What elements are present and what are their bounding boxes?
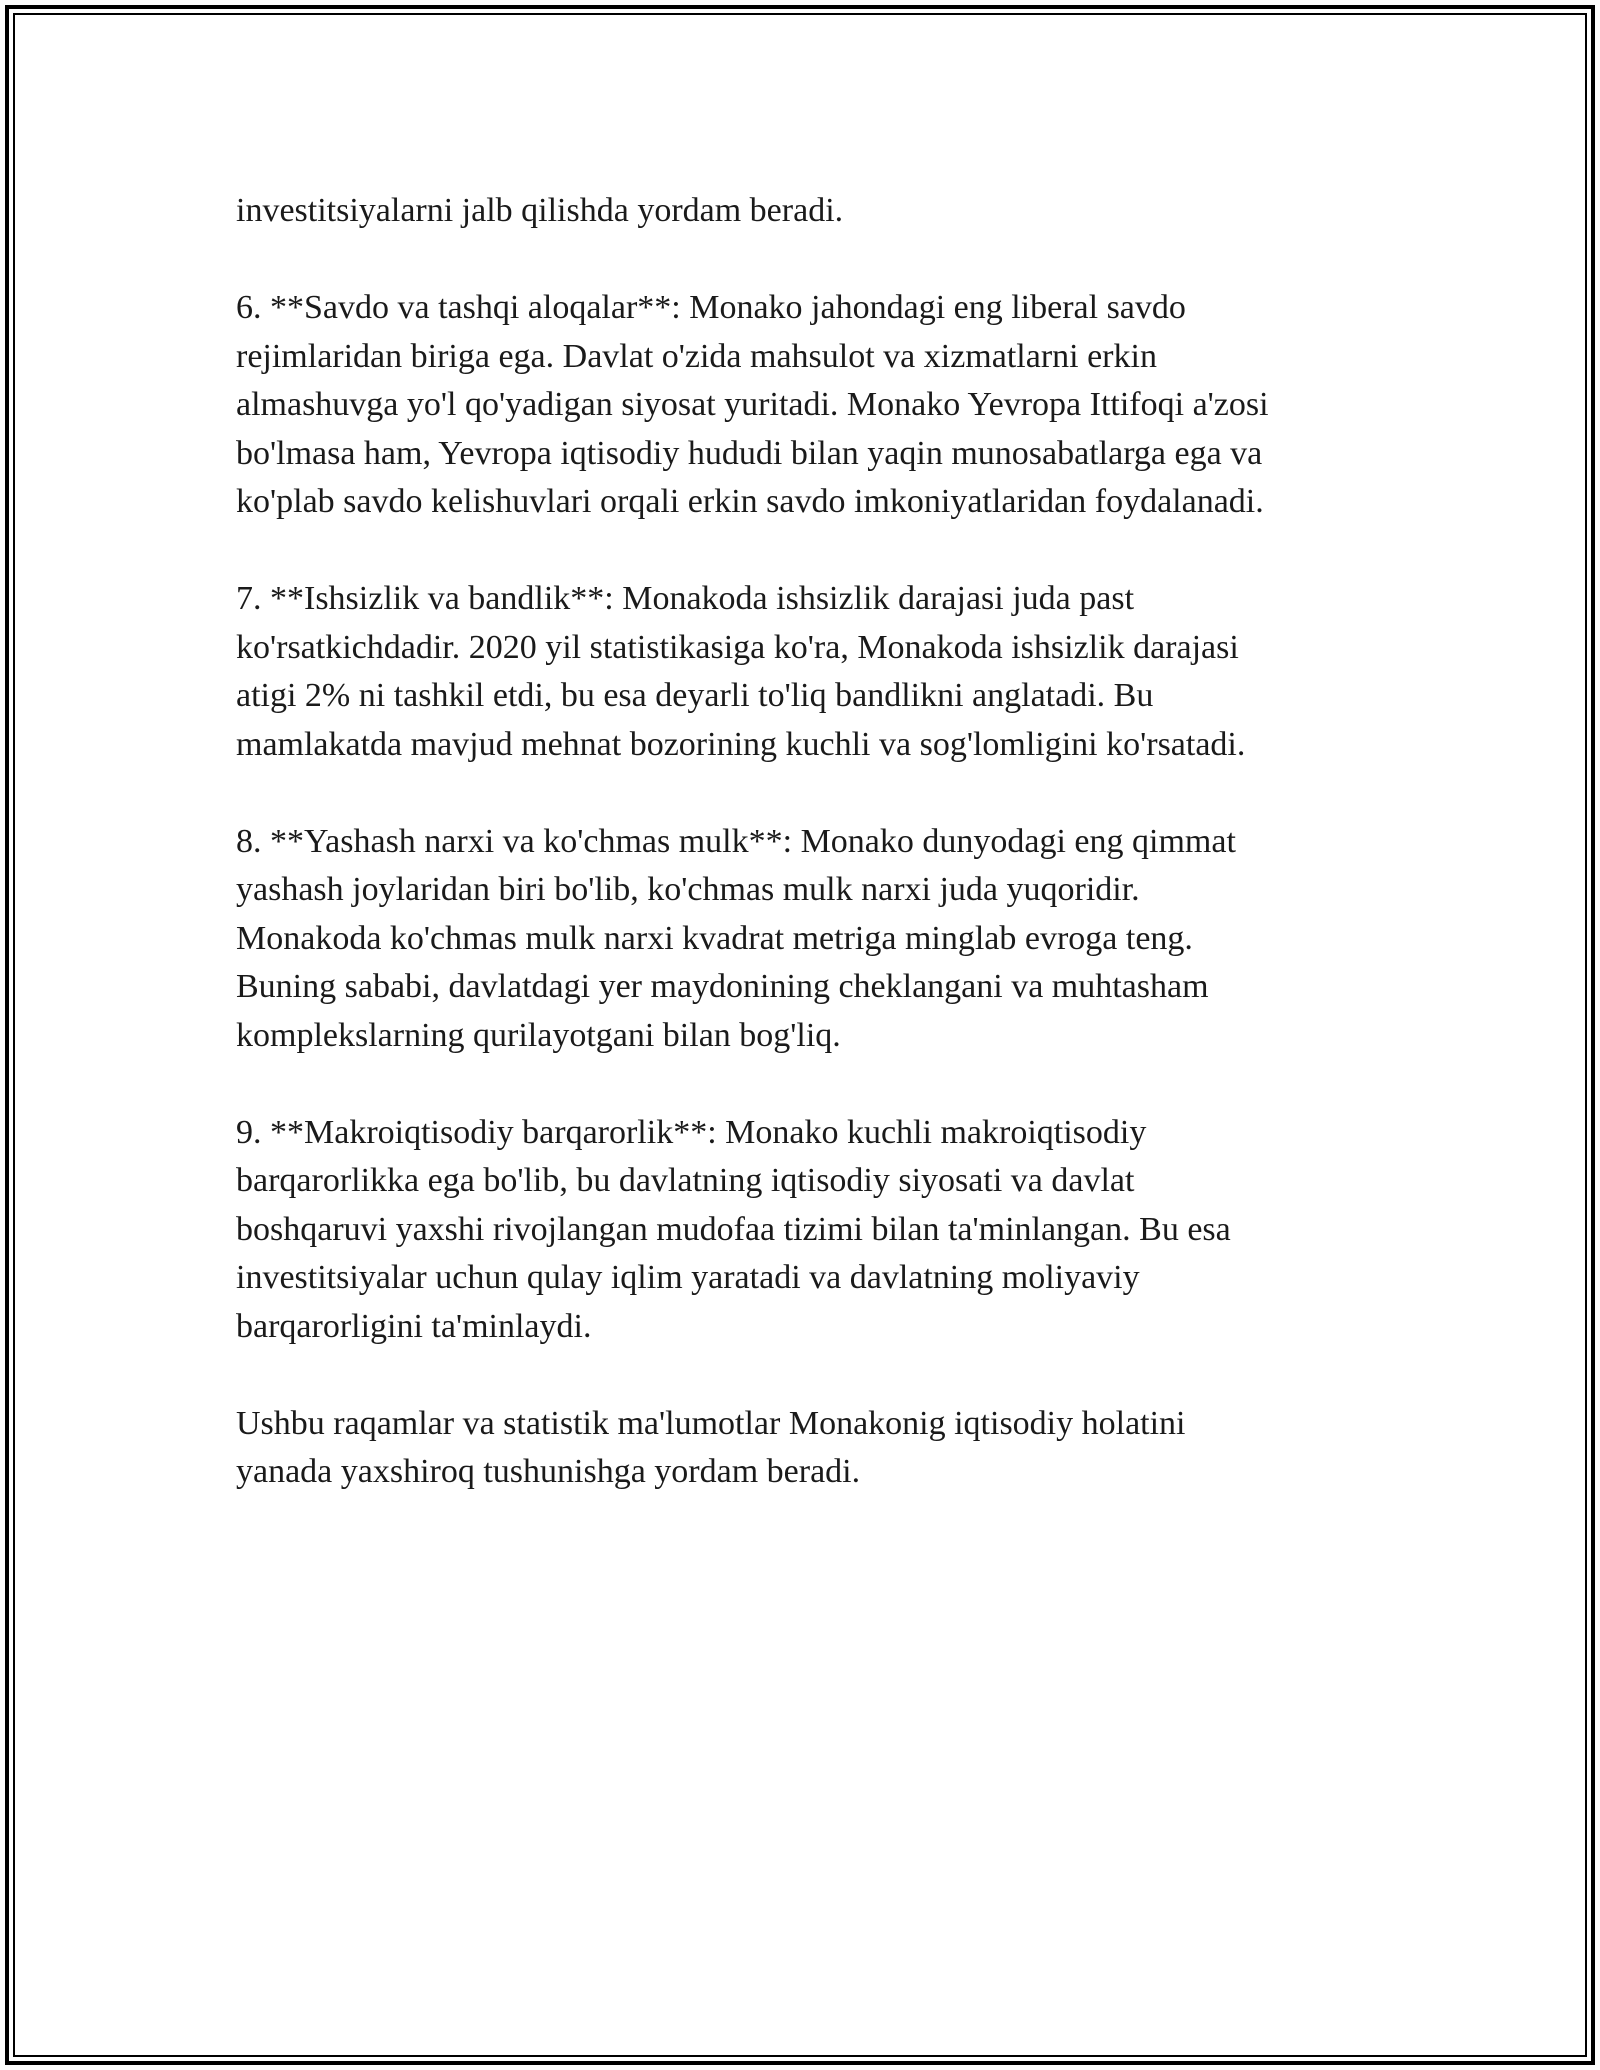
paragraph-conclusion: Ushbu raqamlar va statistik ma'lumotlar Monakonig iqtisodiy holatini yanada yaxshiroq tushunishga yordam beradi.	[236, 1404, 1186, 1490]
paragraph-trade-relations: 6. **Savdo va tashqi aloqalar**: Monako jahondagi eng liberal savdo rejimlaridan biriga ega. Davlat o'zida mahsulot va xizmatlarni erkin almashuvga yo'l qo'yadigan siyosat yuritadi. Monako Yevropa Ittifoqi a'zosi bo'lmasa ham, Yevropa iqtisodiy hududi bilan yaqin munosabatlarga ega va ko'plab savdo kelishuvlari orqali erkin savdo imkoniyatlaridan foydalanadi.	[236, 289, 1269, 520]
paragraph-unemployment: 7. **Ishsizlik va bandlik**: Monakoda ishsizlik darajasi juda past ko'rsatkichdadir. 2020 yil statistikasiga ko'ra, Monakoda ishsizlik darajasi atigi 2% ni tashkil etdi, bu esa deyarli to'liq bandlikni anglatadi. Bu mamlakatda mavjud mehnat bozorining kuchli va sog'lomligini ko'rsatadi.	[236, 580, 1246, 763]
paragraph-cost-of-living: 8. **Yashash narxi va ko'chmas mulk**: Monako dunyodagi eng qimmat yashash joylaridan biri bo'lib, ko'chmas mulk narxi juda yuqoridir. Monakoda ko'chmas mulk narxi kvadrat metriga minglab evroga teng. Buning sababi, davlatdagi yer maydonining cheklangani va muhtasham komplekslarning qurilayotgani bilan bog'liq.	[236, 822, 1236, 1054]
document-body	[236, 187, 1376, 1545]
paragraph-continuation: investitsiyalarni jalb qilishda yordam beradi.	[236, 192, 844, 229]
paragraph-macro-stability: 9. **Makroiqtisodiy barqarorlik**: Monako kuchli makroiqtisodiy barqarorlikka ega bo'lib, bu davlatning iqtisodiy siyosati va davlat boshqaruvi yaxshi rivojlangan mudofaa tizimi bilan ta'minlangan. Bu esa investitsiyalar uchun qulay iqlim yaratadi va davlatning moliyaviy barqarorligini ta'minlaydi.	[236, 1113, 1231, 1345]
